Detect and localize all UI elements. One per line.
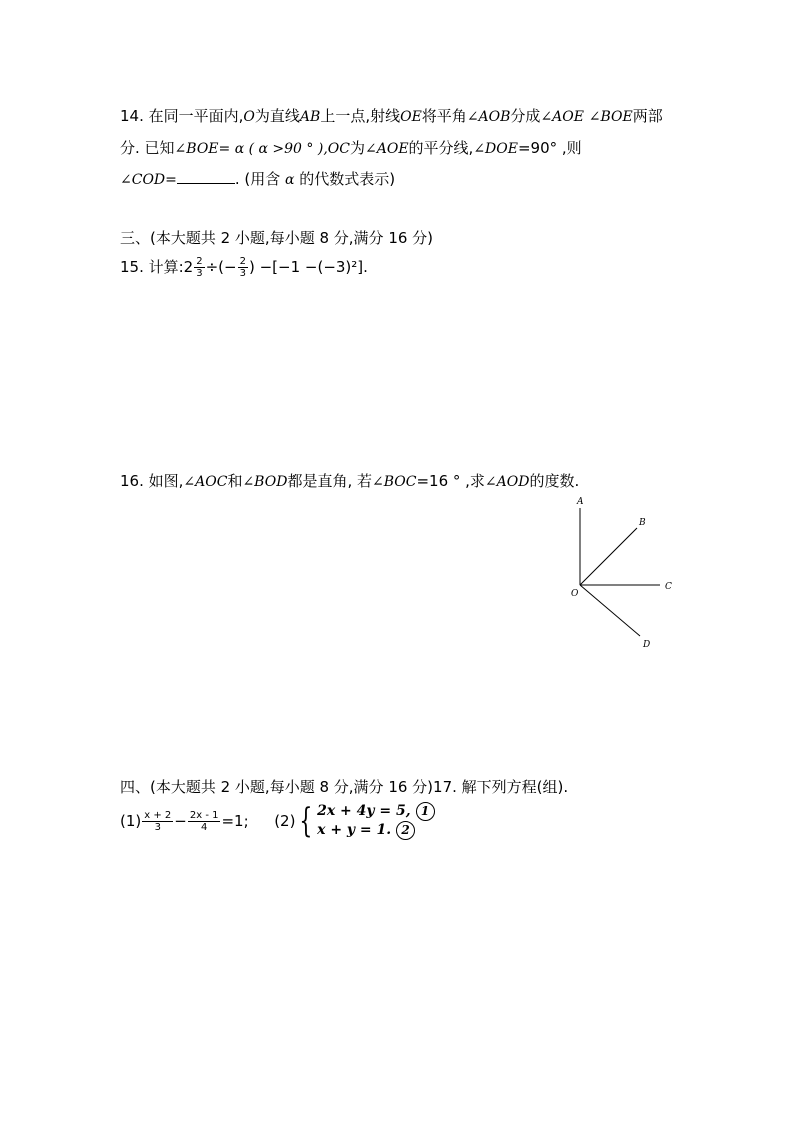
- mixed-fraction: $\frac{2}{3}$: [196, 256, 203, 279]
- q14-line3: ∠COD= . (用含 α 的代数式表示): [120, 170, 396, 188]
- q14-line1: 14. 在同一平面内,O为直线AB上一点,射线OE将平角∠AOB分成∠AOE ∠BOE两部: [120, 107, 663, 125]
- label-o: O: [571, 589, 579, 599]
- angle-boe-eq: ∠BOE= α ( α >90 ° ),: [174, 141, 328, 157]
- answer-blank[interactable]: [177, 169, 235, 184]
- ray-oc: OC: [327, 141, 350, 157]
- ray-oe: OE: [400, 109, 422, 125]
- fraction: $\frac{2}{3}$: [239, 256, 246, 279]
- angle-figure: [560, 490, 690, 660]
- angle-cod: ∠COD=: [120, 172, 177, 188]
- section-4-heading: 四、(本大题共 2 小题,每小题 8 分,满分 16 分)17. 解下列方程(组).: [120, 778, 569, 796]
- label-a: A: [577, 497, 584, 507]
- equation-system: 2x + 4y = 5, 1 x + y = 1. 2: [317, 802, 434, 840]
- label-b: B: [639, 518, 646, 528]
- fraction-2: $\frac{2x - 1}{4}$: [189, 809, 219, 833]
- angle-boc: ∠BOC: [371, 474, 417, 490]
- q15: 15. 计算:2 $\frac{2}{3}$ ÷(− $\frac{2}{3}$ ) −[−1 −(−3)²].: [120, 256, 368, 279]
- angle-aoe-2: ∠AOE: [365, 141, 409, 157]
- label-c: C: [665, 582, 672, 592]
- circled-number-2: 2: [396, 821, 415, 840]
- line-ab: AB: [299, 109, 321, 125]
- angle-aod: ∠AOD: [484, 474, 530, 490]
- angle-doe: ∠DOE: [473, 141, 518, 157]
- circled-number-1: 1: [416, 802, 435, 821]
- system-brace: {: [299, 801, 313, 841]
- section-3-heading: 三、(本大题共 2 小题,每小题 8 分,满分 16 分): [120, 229, 434, 247]
- q17: (1) $\frac{x + 2}{3}$ − $\frac{2x - 1}{4}$ =1; (2) { 2x + 4y = 5, 1 x + y = 1. 2: [120, 802, 435, 840]
- q14-line2: 分. 已知∠BOE= α ( α >90 ° ),OC为∠AOE的平分线,∠DOE=90° ,则: [120, 139, 582, 157]
- q16: 16. 如图,∠AOC和∠BOD都是直角, 若∠BOC=16 ° ,求∠AOD的度数.: [120, 472, 580, 490]
- fraction-1: $\frac{x + 2}{3}$: [144, 809, 172, 833]
- angle-aoe: ∠AOE: [540, 109, 584, 125]
- angle-boe: ∠BOE: [588, 109, 633, 125]
- ray-od: [580, 585, 640, 636]
- label-d: D: [643, 640, 651, 650]
- point-o: O: [243, 109, 255, 125]
- ray-ob: [580, 528, 637, 585]
- angle-aoc: ∠AOC: [183, 474, 228, 490]
- angle-aob: ∠AOB: [466, 109, 511, 125]
- angle-bod: ∠BOD: [242, 474, 288, 490]
